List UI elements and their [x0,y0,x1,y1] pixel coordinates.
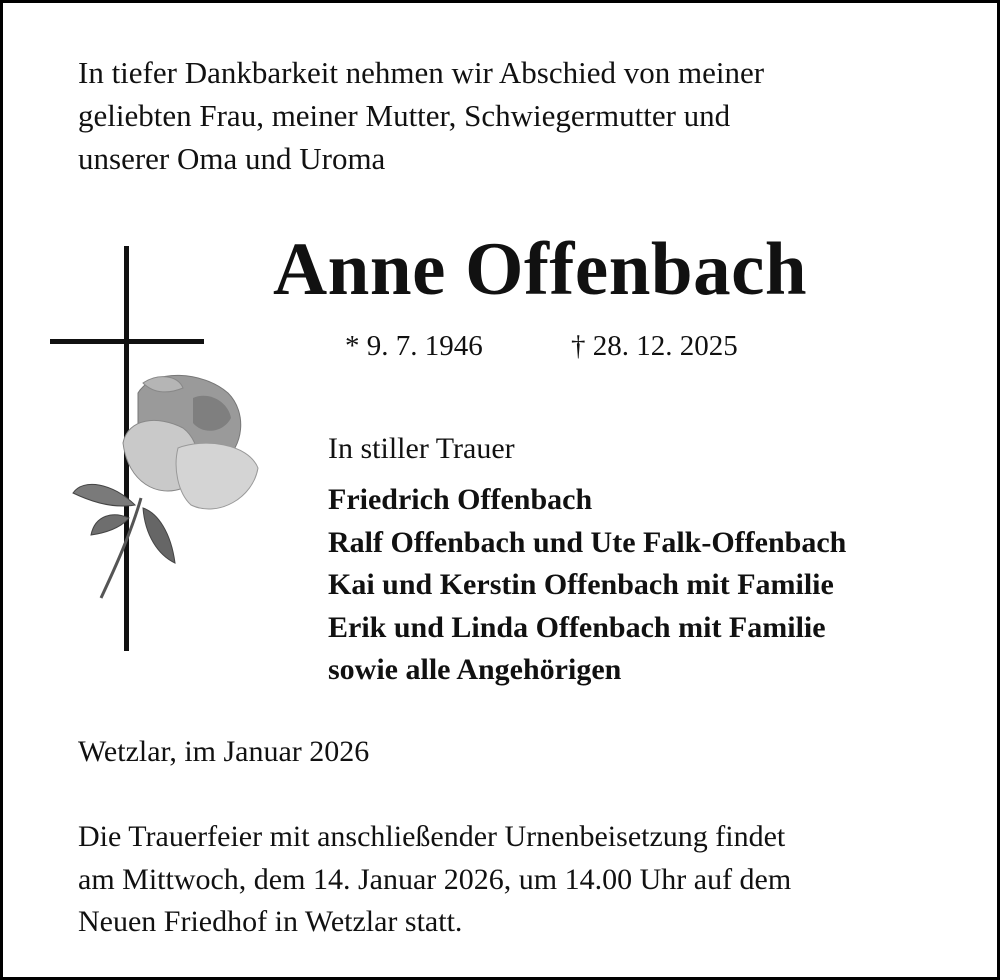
intro-text [78,51,958,180]
place-and-date: Wetzlar, im Januar 2026 [78,735,370,768]
deceased-name: Anne Offenbach [273,228,808,311]
mourner-name: Friedrich Offenbach [328,483,593,516]
mourner-name: sowie alle Angehörigen [328,653,622,686]
mourner-list [328,479,958,692]
death-date: † 28. 12. 2025 [571,330,738,362]
notice-line: Neuen Friedhof in Wetzlar statt. [78,905,463,938]
birth-date: * 9. 7. 1946 [345,330,483,362]
cross-and-rose-illustration [43,243,273,663]
mourning-heading: In stiller Trauer [328,432,515,465]
mourner-name: Kai und Kerstin Offenbach mit Familie [328,568,834,601]
funeral-notice [78,816,978,944]
notice-line: am Mittwoch, dem 14. Januar 2026, um 14.00 Uhr auf dem [78,862,792,896]
intro-line: unserer Oma und Uroma [78,141,386,176]
intro-line: In tiefer Dankbarkeit nehmen wir Abschied von meiner [78,55,765,90]
rose-icon [73,375,258,598]
mourner-name: Ralf Offenbach und Ute Falk-Offenbach [328,525,847,559]
intro-line: geliebten Frau, meiner Mutter, Schwiegermutter und [78,98,731,133]
notice-line: Die Trauerfeier mit anschließender Urnenbeisetzung findet [78,820,786,853]
mourner-name: Erik und Linda Offenbach mit Familie [328,610,826,644]
